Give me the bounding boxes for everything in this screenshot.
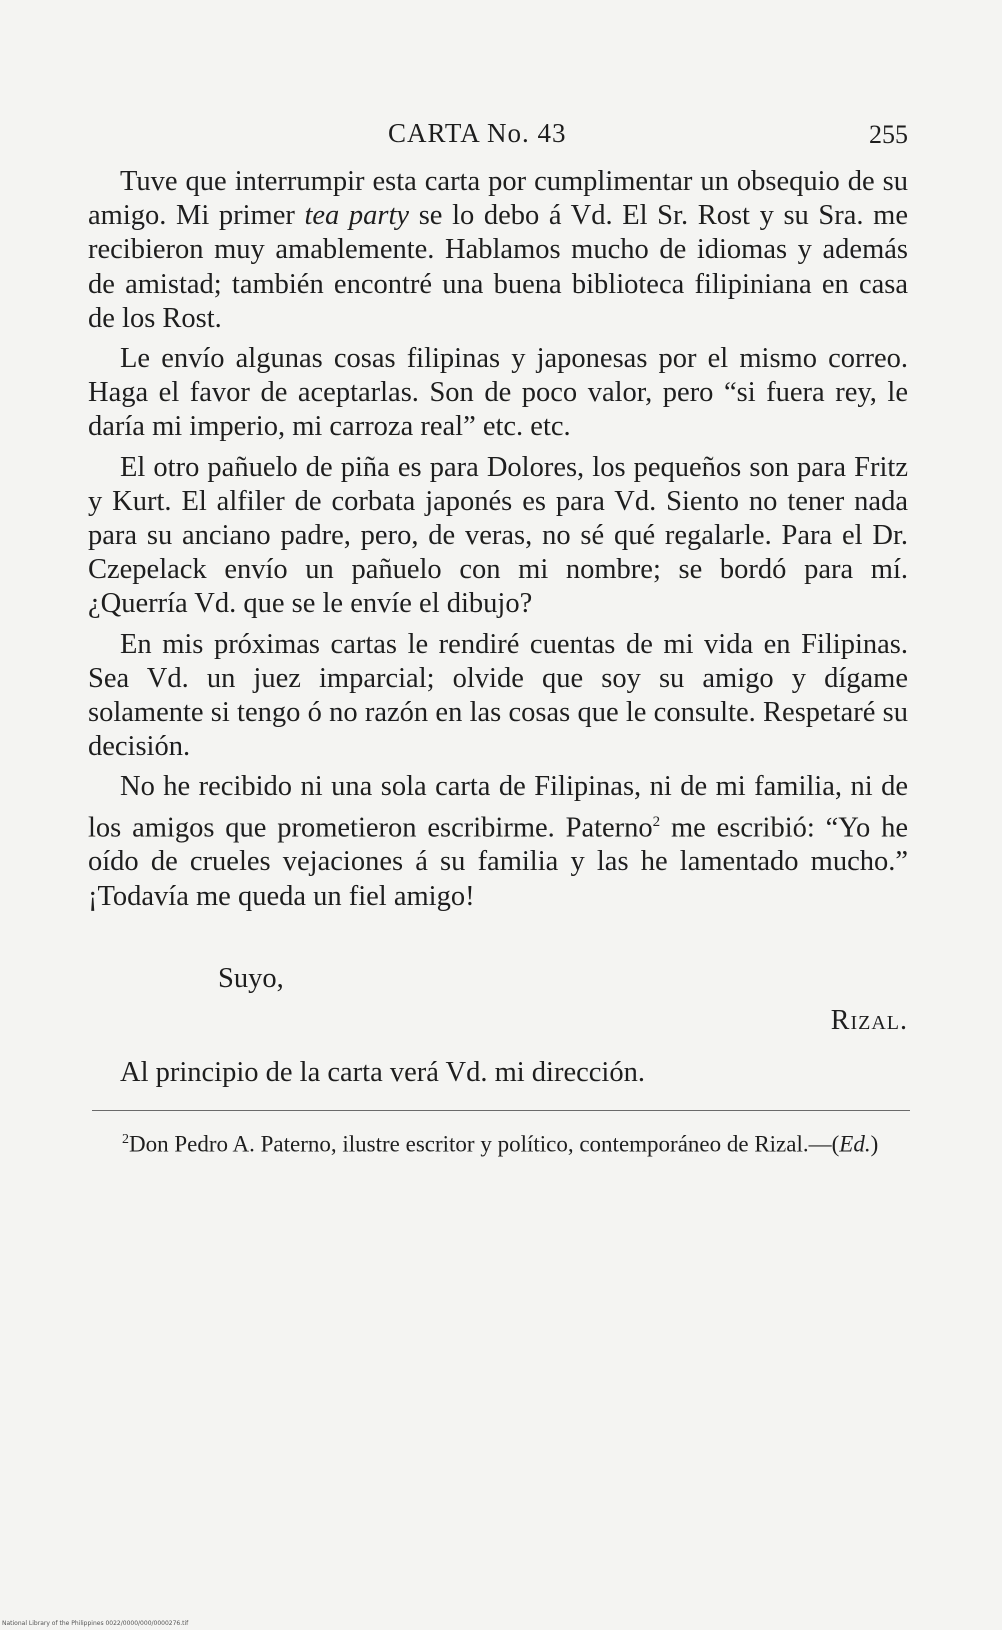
page-header: [88, 118, 908, 158]
letter-body: [88, 165, 908, 914]
closing: Suyo,: [218, 963, 284, 994]
footnote: $^2$Don Pedro A. Paterno, ilustre escritor y político, contemporáneo de Rizal.—(Ed.): [122, 1131, 879, 1157]
signature: Rizal.: [830, 1005, 908, 1036]
paragraph-3: El otro pañuelo de piña es para Dolores, los pequeños son para Fritz y Kurt. El alfiler de corbata japonés es para Vd. Siento no tener nada para su anciano padre, pero, de veras, no sé qué regalarle. Para el Dr. Czepelack envío un pañuelo con mi nombre; se bordó para mí. ¿Querría Vd. que se le envíe el dibujo?: [88, 451, 908, 620]
paragraph-2: Le envío algunas cosas filipinas y japonesas por el mismo correo. Haga el favor de aceptarlas. Son de poco valor, pero “si fuera rey, le daría mi imperio, mi carroza real” etc. etc.: [88, 343, 908, 443]
page-number: 255: [869, 120, 908, 149]
archive-stamp: National Library of the Philippines 0022/0000/000/0000276.tif: [2, 1620, 189, 1627]
letter-title: CARTA No. 43: [388, 118, 567, 148]
paragraph-1: Tuve que interrumpir esta carta por cumplimentar un obsequio de su amigo. Mi primer tea party se lo debo á Vd. El Sr. Rost y su Sra. me recibieron muy amablemente. Hablamos mucho de idiomas y además de amistad; también encontré una buena biblioteca filipiniana en casa de los Rost.: [88, 166, 908, 334]
postscript: Al principio de la carta verá Vd. mi dirección.: [120, 1057, 645, 1088]
footnote-divider: [92, 1110, 910, 1111]
footnote-marker: 2: [122, 1132, 129, 1147]
footnote-reference: 2: [652, 813, 661, 830]
paragraph-4: En mis próximas cartas le rendiré cuentas de mi vida en Filipinas. Sea Vd. un juez imparcial; olvide que soy su amigo y dígame solamente si tengo ó no razón en las cosas que le consulte. Respetaré su decisión.: [88, 628, 908, 763]
emphasis-tea-party: tea party: [304, 200, 410, 232]
paragraph-5: No he recibido ni una sola carta de Filipinas, ni de mi familia, ni de los amigos que prometieron escribirme. Paterno$^2$ me escribió: “Yo he oído de crueles vejaciones á su familia y las he lamentado mucho.” ¡Todavía me queda un fiel amigo!: [88, 771, 909, 912]
